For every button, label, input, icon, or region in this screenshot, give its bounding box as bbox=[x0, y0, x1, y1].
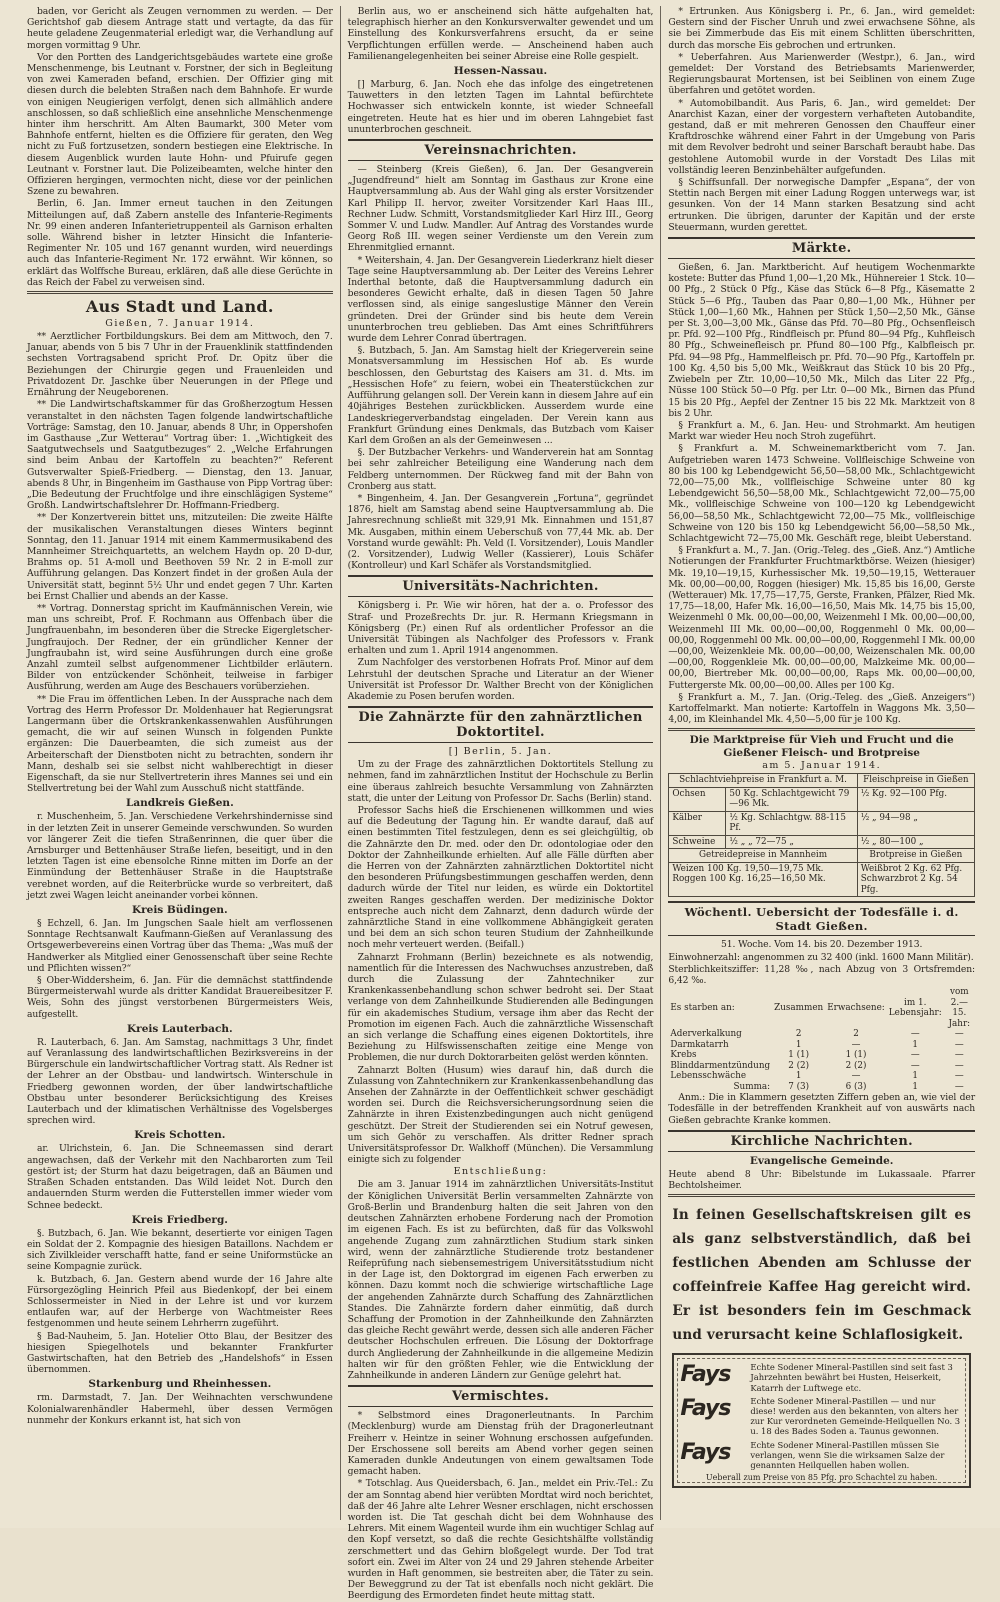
column-3 bbox=[661, 6, 982, 1520]
section-heading-verein: Vereinsnachrichten. bbox=[424, 143, 577, 159]
table-cell: 7 (3) bbox=[788, 1081, 810, 1092]
paragraph: Zum Nachfolger des verstorbenen Hofrats Prof. Minor auf dem Lehrstuhl der deutschen Sprache und Literatur an der Wiener Universität ist Professor Dr. Walther Brecht von der Königlichen Akademie zu Posen berufen worden. bbox=[347, 657, 654, 702]
paragraph: ** Die Frau im öffentlichen Leben. In der Aussprache nach dem Vortrag des Herrn Professor Dr. Moldenhauer hat Regierungsrat Langermann über die Ortskrankenkassenwahlen Ausführungen gemacht, die wir auf seinen Wunsch in folgenden Punkte ergänzen: Die Dauerbeamten, die sich zumeist aus der Arbeiterschaft der Dienstboten nicht zu betrachten, sondern ihr Mann, deshalb sei sie selbst nicht wahlberechtigt in dieser Eigenschaft, da sie nur Stellvertreterin ihres Mannes sei und ein Stellvertretung bei der Wahl zum Ausschuß nicht stattfände. bbox=[27, 693, 333, 795]
fays-ad-box bbox=[672, 1353, 971, 1488]
paragraph: § Frankfurt a. M. Schweinemarktbericht vom 7. Jan. Aufgetrieben waren 1473 Schweine. Vollfleischige Schweine von 80 bis 100 kg Lebendgewicht 56,50—58,00 Mk., Schlachtgewicht 72,00—75,00 Mk., vollfleischige Schweine unter 80 kg Lebendgewicht 56,50—58,00 Mk., Schlachtgewicht 72,00—75,00 Mk., vollfleischige Schweine von 100—120 kg Lebendgewicht 56,00—58,50 Mk., Schlachtgewicht 72,00—75 Mk., vollfleischige Schweine von 120 bis 150 kg Lebendgewicht 56,00—58,50 Mk., Schlachtgewicht 72—75,00 Mk. Geschäft rege, bleibt Ueberstand. bbox=[668, 443, 976, 544]
table-cell: ½ Kg. 92—100 Pfg. bbox=[857, 787, 974, 811]
divider bbox=[668, 1194, 975, 1197]
fays-ad-row bbox=[680, 1440, 963, 1471]
table-cell: ½ Kg. Schlachtgw. 88-115 Pf. bbox=[726, 811, 857, 835]
table-cell: 2 bbox=[853, 1029, 859, 1040]
table-cell: 1 bbox=[795, 1071, 802, 1082]
subheading: Kreis Friedberg. bbox=[131, 1213, 228, 1226]
column-header: Schlachtviehpreise in Frankfurt a. M. bbox=[669, 774, 857, 788]
section-header-box bbox=[348, 706, 654, 743]
table-row bbox=[669, 774, 975, 788]
section-heading-local: Aus Stadt und Land. bbox=[85, 297, 274, 317]
table-cell: 6 (3) bbox=[845, 1081, 867, 1092]
table-cell: 1 bbox=[912, 1071, 919, 1082]
table-cell: — bbox=[954, 1081, 964, 1092]
section-header-box bbox=[348, 139, 654, 161]
paragraph: Einwohnerzahl: angenommen zu 32 400 (inkl. 1600 Mann Militär). bbox=[668, 951, 974, 963]
fays-ad-footer: Ueberall zum Preise von 85 Pfg. pro Schachtel zu haben. bbox=[705, 1473, 938, 1483]
table-cell: Summa: bbox=[733, 1081, 771, 1092]
table-row bbox=[669, 835, 975, 849]
section-header-box bbox=[668, 1130, 975, 1152]
table-row bbox=[668, 1061, 975, 1072]
column-header: Fleischpreise in Gießen bbox=[857, 774, 974, 788]
fays-ad-row bbox=[680, 1396, 963, 1437]
table-cell: 1 bbox=[912, 1039, 919, 1050]
subheading: Kreis Lauterbach. bbox=[127, 1022, 233, 1035]
fays-ad-text: Echte Sodener Mineral-Pastillen — und nur diese! werden aus den bekannten, von alters her zur Kur verordneten Gemeinde-Heilquellen No. 3 u. 18 des Bades Soden a. Taunus gewonnen. bbox=[750, 1395, 961, 1437]
column-header: im 1. Lebensjahr: bbox=[888, 997, 942, 1019]
table-cell: Aderverkalkung bbox=[670, 1029, 742, 1040]
table-cell: — bbox=[954, 1050, 964, 1061]
fays-ad-text: Echte Sodener Mineral-Pastillen sind seit fast 3 Jahrzehnten bewährt bei Husten, Heiserkeit, Katarrh der Luftwege etc. bbox=[750, 1362, 953, 1393]
paragraph: — Steinberg (Kreis Gießen), 6. Jan. Der Gesangverein „Jugendfreund“ hielt am Sonntag im Gasthaus zur Krone eine Hauptversammlung ab. Aus der Wahl ging als erster Vorsitzender Karl Philipp II. hervor, zweiter Vorsitzender Karl Haas III., Rechner Ludw. Schmitt, Vorstandsmitglieder Karl Hirz III., Georg Sommer V. und Ludw. Mandler. Auf Antrag des Vorstandes wurde Georg Roß III. wegen seiner Verdienste um den Verein zum Ehrenmitglied ernannt. bbox=[347, 164, 654, 254]
paragraph: § Schiffsunfall. Der norwegische Dampfer „Espana“, der von Stettin nach Bergen mit einer Ladung Roggen unterwegs war, ist gesunken. Von der 14 Mann starken Besatzung sind acht ertrunken. Die übrigen, darunter der Kapitän und der erste Steuermann, wurden gerettet. bbox=[668, 177, 976, 233]
paragraph: ** Die Landwirtschaftskammer für das Großherzogtum Hessen veranstaltet in den nächsten Tagen folgende landwirtschaftliche Vorträge: Samstag, den 10. Januar, abends 8 Uhr, in Oppershofen im Gasthause „Zur Wetterau“ Vortrag über: 1. „Wichtigkeit des Saatgutwechsels und Saatgutbezuges“ 2. „Welche Erfahrungen sind beim Anbau der Kartoffeln zu beachten?“ Referent Gutsverwalter Spieß-Friedberg. — Dienstag, den 13. Januar, abends 8 Uhr, in Bingenheim im Gasthause von Pipp Vortrag über: „Die Bedeutung der Fruchtfolge und ihre einschlägigen Systeme“ Großh. Landwirtschaftslehrer Dr. Hoffmann-Friedberg. bbox=[27, 399, 333, 512]
paragraph: Gießen, 6. Jan. Marktbericht. Auf heutigem Wochenmarkte kostete: Butter das Pfund 1,00—1,20 Mk., Hühnereier 1 Stck. 10—00 Pfg., 2 Stück 0 Pfg., Käse das Stück 6—8 Pfg., Käsematte 2 Stück 5—6 Pfg., Tauben das Paar 0,80—1,00 Mk., Hühner per Stück 1,00—1,60 Mk., Hahnen per Stück 1,50—2,50 Mk., Gänse per St. 3,00—3,00 Mk., Gänse das Pfd. 70—80 Pfg., Ochsenfleisch pr. Pfd. 92—100 Pfg., Rindfleisch pr. Pfund 80—94 Pfg., Kuhfleisch 80 Pfg., Schweinefleisch pr. Pfund 80—100 Pfg., Kalbfleisch pr. Pfd. 94—98 Pfg., Hammelfleisch pr. Pfd. 70—90 Pfg., Kartoffeln pr. 100 Kg. 4,50 bis 5,00 Mk., Weißkraut das Stück 10 bis 20 Pfg., Zwiebeln per Ztr. 10,00—10,50 Mk., Milch das Liter 22 Pfg., Nüsse 100 Stück 50—0 Pfg. per Ltr. 0—00 Mk., Birnen das Pfund 15 bis 20 Pfg., Aepfel der Zentner 15 bis 22 Mk. Marktzeit von 8 bis 2 Uhr. bbox=[668, 262, 976, 419]
deaths-table bbox=[668, 987, 975, 1092]
table-cell: Kälber bbox=[669, 811, 726, 835]
table-row bbox=[668, 1040, 975, 1051]
paragraph: Königsberg i. Pr. Wie wir hören, hat der a. o. Professor des Straf- und Prozeßrechts Dr. jur. R. Hermann Kriegsmann in Königsberg (Pr.) einen Ruf als ordentlicher Professor an die Universität Tübingen als Nachfolger des Professors v. Frank erhalten und zum 1. April 1914 angenommen. bbox=[347, 600, 654, 657]
table-row bbox=[668, 1071, 975, 1082]
table-cell: 1 (1) bbox=[845, 1050, 867, 1061]
table-cell: Lebensschwäche bbox=[670, 1071, 747, 1082]
table-cell: — bbox=[954, 1029, 964, 1040]
paragraph: [] Marburg, 6. Jan. Noch ehe das infolge des eingetretenen Tauwetters in den letzten Tagen im Lahntal befürchtete Hochwasser sich entwickeln konnte, ist wieder Schneefall eingetreten. Heute hat es hier und im oberen Lahngebiet fast ununterbrochen geschneit. bbox=[347, 79, 654, 135]
table-cell: ½ „ 80—100 „ bbox=[857, 835, 974, 849]
fays-logo: Fays bbox=[680, 1362, 731, 1388]
column-2 bbox=[341, 6, 662, 1602]
paragraph: * Weitershain, 4. Jan. Der Gesangverein Liederkranz hielt dieser Tage seine Hauptversammlung ab. Der Leiter des Vereins Lehrer Inderthal betonte, daß die Hauptversammlung dadurch ein besonderes Gewicht erhalte, daß in diesen Tagen 50 Jahre verflossen sind, als einige sangeslustige Männer den Verein gründeten. Drei der Gründer sind bis heute dem Verein ununterbrochen treu geblieben. Das Amt eines Schriftführers wurde dem Lehrer Conrad übertragen. bbox=[347, 254, 654, 345]
subheading: Starkenburg und Rheinhessen. bbox=[88, 1378, 272, 1391]
prices-table bbox=[668, 773, 975, 897]
table-cell: 2 bbox=[795, 1029, 802, 1040]
section-header-box bbox=[348, 1385, 654, 1407]
paragraph: Die am 3. Januar 1914 im zahnärztlichen Universitäts-Institut der Königlichen Universität Berlin versammelten Zahnärzte von Groß-Berlin und Brandenburg halten die seit Jahren von den deutschen Zahnärzten erhobene Forderung nach der Promotion im eigenen Fach. Es ist zu befürchten, daß für das Volkswohl angehende Zugang zum zahnärztlichen Studium stark sinken wird, wenn der zahnärztliche Studierende trotz bestandener Reifeprüfung nach siebensemestrigem Universitätsstudium nicht in der Lage ist, den Doktorgrad im eigenen Fach erwerben zu können. Dazu kommt noch die schwierige wirtschaftliche Lage der angehenden Zahnärzte durch Schaffung des Zahnärztlichen Standes. Die Zahnärzte fordern daher einmütig, daß durch Schaffung der Promotion in der Zahnheilkunde den Zahnärzten das gleiche Recht gewährt werde, dessen sich alle anderen Fächer deutscher Hochschulen erfreuen. Die Lösung der Doktorfrage durch Angliederung der Zahnheilkunde in die allgemeine Medizin halten wir für den größten Fehler, wie die Entwicklung der Zahnheilkunde in anderen Ländern zur Genüge gelehrt hat. bbox=[347, 1179, 654, 1381]
paragraph: Heute abend 8 Uhr: Bibelstunde im Lukassaale. Pfarrer Bechtolsheimer. bbox=[668, 1168, 976, 1192]
table-cell: Weißbrot 2 Kg. 62 Pfg. Schwarzbrot 2 Kg. 54 Pfg. bbox=[857, 862, 974, 897]
paragraph: ar. Ulrichstein, 6. Jan. Die Schneemassen sind derart angewachsen, daß der Verkehr mit den Nachbarorten zum Teil gestört ist; der Sturm hat dazu beigetragen, daß an Bäumen und Straßen Schaden entstanden. Das Wild leidet Not. Durch den andauernden Sturm werden die Futterstellen immer wieder vom Schnee bedeckt. bbox=[27, 1143, 333, 1211]
dateline: [] Berlin, 5. Jan. bbox=[448, 746, 553, 758]
column-header: Es starben an: bbox=[670, 1002, 735, 1013]
table-cell: Krebs bbox=[670, 1050, 697, 1061]
table-cell: 1 bbox=[912, 1081, 919, 1092]
paragraph: ** Aerztlicher Fortbildungskurs. Bei dem am Mittwoch, den 7. Januar, abends von 5 bis 7 Uhr in der Frauenklinik stattfindenden sechsten Vortragsabend spricht Prof. Dr. Opitz über die Beziehungen der Chirurgie gegen und Frauenleiden und Privatdozent Dr. Jaschke über Neuerungen in der Pflege und Ernährung der Neugeborenen. bbox=[27, 331, 333, 399]
column-header: Brotpreise in Gießen bbox=[857, 849, 974, 863]
column-header: Zusammen bbox=[774, 1002, 824, 1013]
table-cell: 2 (2) bbox=[788, 1060, 810, 1071]
kaffee-hag-ad: In feinen Gesellschaftskreisen gilt es als ganz selbstverständlich, daß bei festlichen Abenden am Schlusse der coffeinfreie Kaffee Hag gereicht wird. Er ist besonders fein im Geschmack und verursacht keine Schlaflosigkeit. bbox=[672, 1207, 972, 1344]
table-cell: Weizen 100 Kg. 19,50—19,75 Mk. Roggen 100 Kg. 16,25—16,50 Mk. bbox=[669, 862, 857, 897]
fays-logo: Fays bbox=[680, 1439, 731, 1465]
paragraph: * Totschlag. Aus Queidersbach, 6. Jan., meldet ein Priv.-Tel.: Zu der am Sonntag abend hier verübten Mordtat wird noch berichtet, daß der 46 Jahre alte Lehrer Wesner erschlagen, nicht erschossen worden ist. Die Tat geschah dicht bei dem Wohnhause des Lehrers. Mit einem Wagenteil wurde ihm ein wuchtiger Schlag auf den Kopf versetzt, so daß die rechte Gesichtshälfte vollständig zerschmettert und das Gehirn bloßgelegt wurde. Der Tod trat sofort ein. Zwei im Alter von 24 und 29 Jahren stehende Arbeiter wurden in Haft genommen, sie bestreiten aber, die Täter zu sein. Der Beweggrund zu der Tat ist ebenfalls noch nicht geklärt. Die Beerdigung des Ermordeten findet heute mittag statt. bbox=[347, 1478, 654, 1602]
paragraph: rm. Darmstadt, 7. Jan. Der Weihnachten verschwundene Kolonialwarenhändler Habermehl, über dessen Vermögen nunmehr der Konkurs erkannt ist, hat sich von bbox=[27, 1392, 333, 1426]
paragraph: § Echzell, 6. Jan. Im Jungschen Saale hielt am verflossenen Sonntage Rechtsanwalt Kaufmann-Gießen auf Veranlassung des Ortsgewerbevereins einen Vortrag über das Thema: „Was muß der Handwerker als Mitglied einer Genossenschaft über seine Rechte und Pflichten wissen?“ bbox=[27, 918, 333, 974]
paragraph: § Frankfurt a. M., 6. Jan. Heu- und Strohmarkt. Am heutigen Markt war wieder Heu noch Stroh zugeführt. bbox=[668, 419, 976, 443]
section-header-box bbox=[668, 901, 975, 936]
paragraph: Professor Sachs hieß die Erschienenen willkommen und wies auf die Bedeutung der Tagung hin. Er wandte darauf, daß auf einen bestimmten Titel festzulegen, denn es sei gleichgültig, ob die Zahnärzte den Dr. med. oder den Dr. odontologiae oder den Doktor der Zahnheilkunde erhielten. Auf alle Fälle dürften aber die Herren von der Zahnärzten zahnärztlichen Doktortitel nicht den besonderen Prüfungsbestimmungen geschaffen werden, denn dadurch würde der Titel nur leiden, es würde ein Doktortitel zweiten Ranges geschaffen werden. Der medizinische Doktor entspreche auch nicht dem Zahnarzt, denn dadurch würde der zahnärztliche Stand in eine vollkommene Abhängigkeit geraten und bei dem an sich schon teuren Studium der Zahnheilkunde noch mehr verteuert werden. (Beifall.) bbox=[347, 804, 654, 951]
paragraph: § Frankfurt a. M., 7. Jan. (Orig.-Teleg. des „Gieß. Anzeigers“) Kartoffelmarkt. Man notierte: Kartoffeln in Waggons Mk. 3,50—4,00, im Kleinhandel Mk. 4,50—5,00 für je 100 Kg. bbox=[668, 691, 976, 726]
section-header-box bbox=[668, 237, 975, 259]
section-heading-todesfaelle: Wöchentl. Uebersicht der Todesfälle i. d. Stadt Gießen. bbox=[684, 905, 959, 934]
table-cell: — bbox=[851, 1071, 861, 1082]
table-cell: 1 bbox=[795, 1039, 802, 1050]
dateline: Gießen, 7. Januar 1914. bbox=[105, 318, 255, 330]
paragraph: § Bad-Nauheim, 5. Jan. Hotelier Otto Blau, der Besitzer des hiesigen Spiegelhotels und bekannter Frankfurter Gastwirtschaften, hat den Betrieb des „Handelshofs“ in Essen übernommen. bbox=[27, 1330, 333, 1376]
paragraph: * Selbstmord eines Dragonerleutnants. In Parchim (Mecklenburg) wurde am Dienstag früh der Dragonerleutnant Freiherr v. Heintze in seiner Wohnung erschossen aufgefunden. Der Erschossene soll bereits am Abend vorher gegen seinen Kameraden dunkle Andeutungen von einem gewaltsamen Tode gemacht haben. bbox=[347, 1410, 654, 1478]
paragraph: Um zu der Frage des zahnärztlichen Doktortitels Stellung zu nehmen, fand im zahnärztlichen Institut der Hochschule zu Berlin eine überaus zahlreich besuchte Versammlung von Zahnärzten statt, die unter der Leitung von Professor Dr. Sachs (Berlin) stand. bbox=[347, 759, 654, 804]
paragraph: § Frankfurt a. M., 7. Jan. (Orig.-Teleg. des „Gieß. Anz.“) Amtliche Notierungen der Frankfurter Fruchtmarktbörse. Weizen (hiesiger) Mk. 19,10—19,15, Kurhessischer Mk. 19,50—19,15, Wetterauer Mk. 00,00—00,00, Roggen (hiesiger) Mk. 15,85 bis 16,00, Gerste (Wetterauer) Mk. 17,75—17,75, Gerste, Franken, Pfälzer, Ried Mk. 17,75—18,00, Hafer Mk. 16,00—16,50, Mais Mk. 14,75 bis 15,00, Weizenmehl 0 Mk. 00,00—00,00, Weizenmehl I Mk. 00,00—00,00, Weizenmehl III Mk. 00,00—00,00, Roggenmehl 0 Mk. 00,00—00,00, Roggenmehl 00 Mk. 00,00—00,00, Roggenmehl I Mk. 00,00—00,00, Weizenkleie Mk. 00,00—00,00, Weizenschalen Mk. 00,00—00,00, Roggenkleie Mk. 00,00—00,00, Malzkeime Mk. 00,00—00,00, Biertreber Mk. 00,00—00,00, Raps Mk. 00,00—00,00, Futtergerste Mk. 00,00—00,00. Alles per 100 Kg. bbox=[668, 545, 976, 691]
paragraph: ** Der Konzertverein bittet uns, mitzuteilen: Die zweite Hälfte der musikalischen Veranstaltungen dieses Winters beginnt Sonntag, den 11. Januar 1914 mit einem Kammermusikabend des Mannheimer Streichquartetts, an welchem Haydn op. 20 D-dur, Brahms op. 51 A-moll und Beethoven 59 Nr. 2 in E-moll zur Aufführung gelangen. Das Konzert findet in der großen Aula der Universität statt, beginnt 5½ Uhr und endet gegen 7 Uhr. Karten bei Ernst Challier und abends an der Kasse. bbox=[27, 512, 333, 602]
table-cell: — bbox=[851, 1039, 861, 1050]
table-cell: Blinddarmentzündung bbox=[670, 1060, 771, 1071]
fays-logo: Fays bbox=[680, 1395, 731, 1421]
paragraph: 51. Woche. Vom 14. bis 20. Dezember 1913. bbox=[721, 939, 923, 951]
table-cell: Ochsen bbox=[669, 787, 726, 811]
table-cell: Schweine bbox=[669, 835, 726, 849]
column-header: Getreidepreise in Mannheim bbox=[669, 849, 857, 863]
divider bbox=[27, 291, 333, 294]
paragraph: * Ertrunken. Aus Königsberg i. Pr., 6. Jan., wird gemeldet: Gestern sind der Fischer Unruh und zwei erwachsene Söhne, als sie bei Zimmerbude das Eis mit einem Schlitten überschritten, durch das morsche Eis gebrochen und ertrunken. bbox=[668, 6, 976, 51]
divider bbox=[668, 728, 975, 731]
paragraph: Zahnarzt Bolten (Husum) wies darauf hin, daß durch die Zulassung von Zahntechnikern zur Krankenkassenbehandlung das Ansehen der Zahnärzte in der Oeffentlichkeit schwer geschädigt worden sei. Durch die Reichsversicherungsordnung seien die Zahnärzte in ihren Existenzbedingungen auch nicht genügend geschützt. Der Streit der Studierenden sei ein Notruf gewesen, um sich Gehör zu verschaffen. Als dritter Redner sprach Universitätsprofessor Dr. Walkhoff (München). Die Versammlung einigte sich zu folgender bbox=[347, 1064, 654, 1166]
paragraph: §. Butzbach, 5. Jan. Am Samstag hielt der Kriegerverein seine Monatsversammlung im Hessischen Hof ab. Es wurde beschlossen, den Geburtstag des Kaisers am 31. d. Mts. im „Hessischen Hofe“ zu feiern, wobei ein Theaterstückchen zur Aufführung gelangen soll. Der Verein kann in diesem Jahre auf ein 40jähriges Bestehen zurückblicken. Ausserdem wurde eine Landeskriegerverbandstag eingeladen. Der Verein kann aus Frankfurt Gründung eines Denkmals, das Butzbach vom Kaiser Karl dem Großen an als der Gemeinwesen ... bbox=[347, 345, 654, 446]
subheading: Hessen-Nassau. bbox=[453, 65, 548, 78]
subheading: Evangelische Gemeinde. bbox=[749, 1154, 894, 1167]
section-heading-universitaet: Universitäts-Nachrichten. bbox=[402, 579, 599, 595]
resolution-heading: Entschließung: bbox=[453, 1166, 548, 1178]
column-1 bbox=[20, 6, 341, 1520]
prices-title: Die Marktpreise für Vieh und Frucht und die Gießener Fleisch- und Brotpreise bbox=[689, 734, 954, 760]
column-header: vom 2.—15. Jahr: bbox=[948, 987, 971, 1029]
paragraph: Zahnarzt Frohmann (Berlin) bezeichnete es als notwendig, namentlich für die Interessen des Nachwuchses anzustreben, daß durch die Zulassung der Zahntechniker zur Krankenkassenbehandlung schon schwer bedroht sei. Der Staat verlange von dem Zahnheilkunde Studierenden alle Bedingungen für ein akademisches Studium, versage ihm aber das Recht der Promotion im eigenen Fach. Auch die zahnärztliche Wissenschaft an sich verlange die Schaffung eines eigenen Doktortitels, ihre Beziehung zu Hilfswissenschaften zeitige eine Menge von Problemen, die nur durch Doktorarbeiten gelöst werden könnten. bbox=[347, 951, 654, 1064]
fays-ad-text: Echte Sodener Mineral-Pastillen müssen Sie verlangen, wenn Sie die wirksamen Salze der genannten Heilquellen haben wollen. bbox=[750, 1439, 945, 1471]
page-columns bbox=[20, 6, 982, 1602]
paragraph: §. Der Butzbacher Verkehrs- und Wanderverein hat am Sonntag bei sehr zahlreicher Beteiligung eine Wanderung nach dem Feldberg unternommen. Der Rückweg fand mit der Bahn von Cronberg aus statt. bbox=[347, 447, 654, 492]
paragraph: ** Vortrag. Donnerstag spricht im Kaufmännischen Verein, wie man uns schreibt, Prof. F. Rochmann aus Offenbach über die Jungfrauenbahn, im besonderen über die Strecke Eigergletscher-Jungfraujoch. Der Redner, der ein gründlicher Kenner der Jungfraubahn ist, wird seine Ausführungen durch eine große Anzahl zumteil selbst aufgenommener Lichtbilder erläutern. Bilder von entzückender Schönheit, teilweise in farbiger Ausführung, werden am Auge des Beschauers vorüberziehen. bbox=[27, 602, 333, 693]
paragraph: Anm.: Die in Klammern gesetzten Ziffern geben an, wie viel der Todesfälle in der betreffenden Krankheit auf von auswärts nach Gießen gebrachte Kranke kommen. bbox=[668, 1092, 976, 1126]
paragraph: §. Butzbach, 6. Jan. Wie bekannt, desertierte vor einigen Tagen ein Soldat der 2. Kompagnie des hiesigen Bataillons. Nachdem er sich Zivilkleider verschafft hatte, fand er seine Uniformstücke an seine Kompagnie zurück. bbox=[27, 1227, 333, 1273]
table-cell: ½ „ „ 72—75 „ bbox=[726, 835, 857, 849]
section-header-box bbox=[348, 575, 654, 597]
table-cell: — bbox=[910, 1060, 920, 1071]
table-cell: — bbox=[954, 1060, 964, 1071]
table-cell: 2 (2) bbox=[845, 1060, 867, 1071]
table-row bbox=[669, 787, 975, 811]
paragraph: § Ober-Widdersheim, 6. Jan. Für die demnächst stattfindende Bürgermeisterwahl wurde als dritter Kandidat Brauereibesitzer F. Weis, Sohn des jüngst verstorbenen Bürgermeisters Weis, aufgestellt. bbox=[27, 975, 333, 1020]
table-cell: — bbox=[954, 1039, 964, 1050]
table-cell: — bbox=[910, 1029, 920, 1040]
subheading: Landkreis Gießen. bbox=[125, 797, 234, 810]
table-cell: 50 Kg. Schlachtgewicht 79—96 Mk. bbox=[726, 787, 857, 811]
table-row bbox=[668, 1082, 975, 1093]
column-header: Erwachsene: bbox=[827, 1002, 885, 1013]
section-heading-maerkte: Märkte. bbox=[791, 241, 852, 257]
paragraph: baden, vor Gericht als Zeugen vernommen zu werden. — Der Gerichtshof gab diesem Antrage statt und vertagte, da das für heute geladene Zeugenmaterial erledigt war, die Verhandlung auf morgen vormittag 9 Uhr. bbox=[27, 6, 333, 51]
table-row bbox=[668, 987, 975, 1029]
table-cell: — bbox=[910, 1050, 920, 1061]
table-cell: ½ „ 94—98 „ bbox=[857, 811, 974, 835]
table-row bbox=[669, 849, 975, 863]
paragraph: * Automobilbandit. Aus Paris, 6. Jan., wird gemeldet: Der Anarchist Kazan, einer der vorgestern verhafteten Autobandite, gestand, daß er mit mehreren Genossen den Chauffeur einer Kraftdroschke während einer Fahrt in der Umgebung von Paris mit dem Revolver bedroht und seiner Barschaft beraubt habe. Das gestohlene Automobil wurde in der Vorstadt Des Lilas mit vollständig leeren Benzinbehälter aufgefunden. bbox=[668, 97, 976, 176]
article-heading-zahnaerzte: Die Zahnärzte für den zahnärztlichen Doktortitel. bbox=[358, 710, 643, 741]
prices-date: am 5. Januar 1914. bbox=[762, 760, 882, 772]
paragraph: R. Lauterbach, 6. Jan. Am Samstag, nachmittags 3 Uhr, findet auf Veranlassung des landwirtschaftlichen Bezirksvereins in der Bürgerschule ein landwirtschaftlicher Vortrag statt. Als Redner ist der Lehrer an der Obstbau- und landwirtsch. Winterschule in Friedberg gewonnen worden, der über landwirtschaftliche Obstbau unter besonderer Berücksichtigung des Kreises Lauterbach und der klimatischen Verhältnisse des Vogelsberges sprechen wird. bbox=[27, 1036, 333, 1127]
paragraph: * Ueberfahren. Aus Marienwerder (Westpr.), 6. Jan., wird gemeldet: Der Vorstand des Betriebsamts Marienwerder, Regierungsbaurat Mortensen, ist bei Seiblinen von einem Zuge überfahren und getötet worden. bbox=[668, 51, 976, 97]
paragraph: * Bingenheim, 4. Jan. Der Gesangverein „Fortuna“, gegründet 1876, hielt am Samstag abend seine Hauptversammlung ab. Die Jahresrechnung schließt mit 329,91 Mk. Einnahmen und 151,87 Mk. Ausgaben, mithin einem Ueberschuß von 77,44 Mk. ab. Der Vorstand wurde gewählt: Ph. Veld (I. Vorsitzender), Louis Mandler (2. Vorsitzender), Ludwig Weller (Kassierer), Louis Schäfer (Kontrolleur) und Karl Schäfer als Vorstandsmitglied. bbox=[347, 492, 654, 572]
table-cell: Darmkatarrh bbox=[670, 1039, 729, 1050]
subheading: Kreis Büdingen. bbox=[131, 904, 228, 917]
section-heading-vermischtes: Vermischtes. bbox=[451, 1389, 550, 1405]
paragraph: Berlin aus, wo er anscheinend sich hätte aufgehalten hat, telegraphisch hierher an den Konkursverwalter gewendet und um Einstellung des Konkursverfahrens ersucht, da er seine Verpflichtungen erfüllen werde. — Anscheinend haben auch Familienangelegenheiten bei seiner Abreise eine Rolle gespielt. bbox=[347, 6, 654, 62]
fays-ad-row bbox=[680, 1362, 963, 1393]
table-row bbox=[669, 811, 975, 835]
table-row bbox=[668, 1050, 975, 1061]
table-cell: 1 (1) bbox=[788, 1050, 810, 1061]
paragraph: k. Butzbach, 6. Jan. Gestern abend wurde der 16 Jahre alte Fürsorgezögling Heinrich Pfeil aus Biedenkopf, der bei einem Schlossermeister in Nied in der Lehre ist und vor kurzem entlaufen war, auf der Herberge von Wachtmeister Rees festgenommen und heute seinem Lehrherrn zugeführt. bbox=[27, 1273, 333, 1330]
paragraph: r. Muschenheim, 5. Jan. Verschiedene Verkehrshindernisse sind in der letzten Zeit in unserer Gemeinde verschwunden. So wurden vor längerer Zeit die tiefen Straßenrinnen, die quer über die Arnsburger und Bettenhäuser Straße liefen, beseitigt, und in den letzten Tagen ist eine ebensolche Rinne mitten im Dorfe an der Einmündung der Bettenhäuser Straße in die Hauptstraße verebnet worden, auf die Reiterbrücke wurde so verbreitert, daß jetzt zwei Wagen leicht aneinander vorbei können. bbox=[27, 811, 333, 901]
paragraph: Sterblichkeitsziffer: 11,28 ‰, nach Abzug von 3 Ortsfremden: 6,42 ‰. bbox=[668, 963, 976, 986]
table-row bbox=[668, 1029, 975, 1040]
section-heading-kirche: Kirchliche Nachrichten. bbox=[730, 1133, 913, 1149]
paragraph: Berlin, 6. Jan. Immer erneut tauchen in den Zeitungen Mitteilungen auf, daß Zabern anstelle des Infanterie-Regiments Nr. 99 einen anderen Infanterietruppenteil als Garnison erhalten solle. Während bisher in letzter Hinsicht die Infanterie-Regimenter Nr. 105 und 167 genannt wurden, wird neuerdings auch das Infanterie-Regiment Nr. 172 erwähnt. Wir können, so erklärt das Wolffsche Bureau, erklären, daß alle diese Gerüchte in das Reich der Fabel zu verweisen sind. bbox=[27, 198, 333, 288]
table-cell: — bbox=[954, 1071, 964, 1082]
table-row bbox=[669, 862, 975, 897]
subheading: Kreis Schotten. bbox=[134, 1129, 226, 1142]
paragraph: Vor den Portten des Landgerichtsgebäudes wartete eine große Menschenmenge, bis Leutnant v. Forstner, der sich in Begleitung von zwei Kameraden befand, erschien. Der Offizier ging mit diesen durch die belebten Straßen nach dem Bahnhofe. Er wurde von einigen Neugierigen verfolgt, denen sich allmählich andere anschlossen, so daß schließlich eine ansehnliche Menschenmenge hinter ihm herschritt. Am Alten Baumarkt, 300 Meter vom Bahnhofe entfernt, hielten es die Offiziere für geraten, den Weg nicht zu Fuß fortzusetzen, sondern bestiegen eine Elektrische. In diesem Augenblick wurden laute Hohn- und Pfuirufe gegen Leutnant v. Forstner laut. Die Polizeibeamten, welche hinter den Offizieren hergingen, vermochten nicht, diese vor der peinlichen Szene zu bewahren. bbox=[27, 51, 333, 198]
